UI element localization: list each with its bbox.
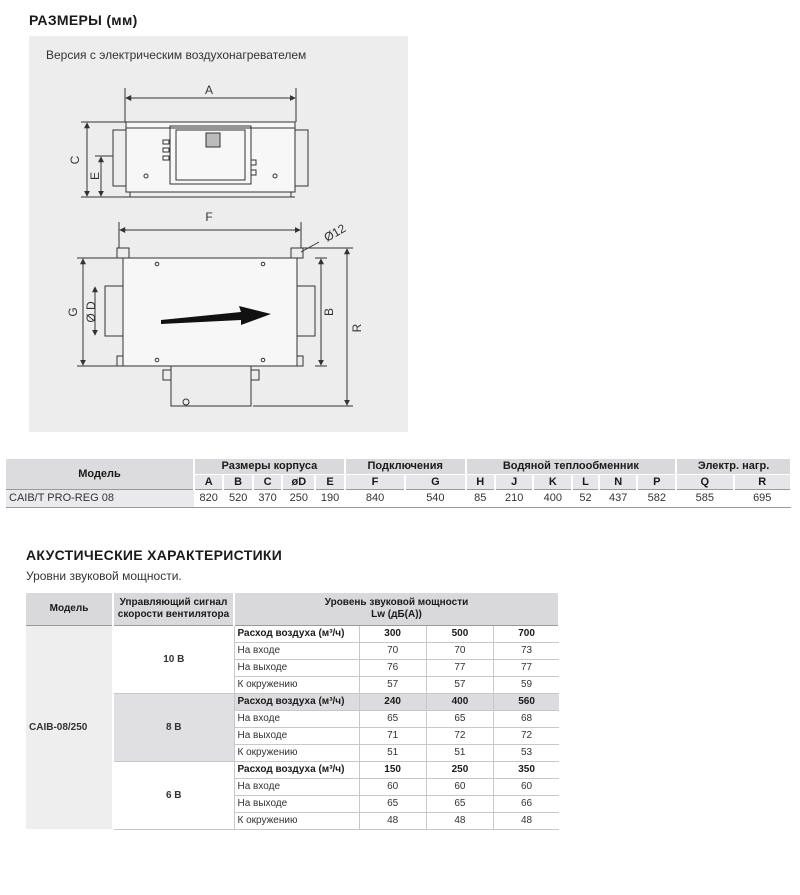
signal-cell: 6 В bbox=[113, 761, 234, 829]
row-label: На входе bbox=[234, 778, 359, 795]
level-value: 71 bbox=[359, 727, 426, 744]
level-value: 59 bbox=[494, 676, 559, 693]
dim-column-header: P bbox=[637, 474, 676, 489]
dim-value-cell: 540 bbox=[405, 489, 465, 507]
dim-value-cell: 210 bbox=[495, 489, 534, 507]
level-value: 60 bbox=[494, 778, 559, 795]
dim-column-header: E bbox=[315, 474, 344, 489]
level-value: 51 bbox=[359, 744, 426, 761]
dim-group-header: Размеры корпуса bbox=[194, 459, 345, 474]
dim-label-c: C bbox=[68, 155, 82, 165]
level-value: 57 bbox=[426, 676, 493, 693]
row-label: На входе bbox=[234, 710, 359, 727]
level-value: 48 bbox=[494, 812, 559, 829]
acoustic-model-header: Модель bbox=[26, 593, 113, 625]
dim-value-cell: 585 bbox=[676, 489, 733, 507]
dim-group-header: Подключения bbox=[345, 459, 466, 474]
flow-label: Расход воздуха (м³/ч) bbox=[234, 761, 359, 778]
dim-label-d: Ø D bbox=[84, 301, 98, 323]
acoustic-subtitle: Уровни звуковой мощности. bbox=[26, 569, 182, 583]
dim-label-b: B bbox=[322, 307, 336, 317]
level-value: 57 bbox=[359, 676, 426, 693]
dimensions-table bbox=[6, 459, 792, 508]
dim-column-header: F bbox=[345, 474, 405, 489]
flow-value: 350 bbox=[494, 761, 559, 778]
level-value: 65 bbox=[426, 795, 493, 812]
dim-value-cell: 820 bbox=[194, 489, 223, 507]
flow-row bbox=[26, 625, 559, 642]
level-value: 77 bbox=[494, 659, 559, 676]
level-header-line1: Уровень звуковой мощности bbox=[324, 596, 469, 608]
dimensions-title: РАЗМЕРЫ (мм) bbox=[29, 12, 138, 28]
dim-value-cell: 85 bbox=[466, 489, 495, 507]
flow-value: 250 bbox=[426, 761, 493, 778]
row-label: На выходе bbox=[234, 659, 359, 676]
level-value: 66 bbox=[494, 795, 559, 812]
flow-label: Расход воздуха (м³/ч) bbox=[234, 693, 359, 710]
level-value: 53 bbox=[494, 744, 559, 761]
flow-value: 400 bbox=[426, 693, 493, 710]
dim-label-e: E bbox=[88, 171, 102, 181]
dim-table-model-header: Модель bbox=[6, 459, 194, 489]
dim-column-header: Q bbox=[676, 474, 733, 489]
signal-cell: 8 В bbox=[113, 693, 234, 761]
flow-value: 560 bbox=[494, 693, 559, 710]
front-view bbox=[81, 88, 308, 197]
dim-column-header: J bbox=[495, 474, 534, 489]
level-value: 73 bbox=[494, 642, 559, 659]
drawing-caption: Версия с электрическим воздухонагревателем bbox=[46, 48, 307, 62]
dim-value-cell: 52 bbox=[572, 489, 599, 507]
level-value: 65 bbox=[359, 710, 426, 727]
flow-value: 150 bbox=[359, 761, 426, 778]
dim-value-cell: 400 bbox=[533, 489, 572, 507]
row-label: На выходе bbox=[234, 795, 359, 812]
dim-column-header: øD bbox=[282, 474, 315, 489]
dimensions-drawing-panel bbox=[29, 36, 408, 432]
dim-value-cell: 840 bbox=[345, 489, 405, 507]
acoustic-signal-header bbox=[113, 593, 234, 625]
dim-value-cell: 695 bbox=[734, 489, 792, 507]
dim-value-cell: 437 bbox=[599, 489, 638, 507]
flow-value: 300 bbox=[359, 625, 426, 642]
level-value: 48 bbox=[426, 812, 493, 829]
dim-value-cell: 582 bbox=[637, 489, 676, 507]
dim-column-header: H bbox=[466, 474, 495, 489]
dim-label-a: A bbox=[204, 83, 214, 97]
plan-view bbox=[77, 222, 353, 406]
acoustic-title: АКУСТИЧЕСКИЕ ХАРАКТЕРИСТИКИ bbox=[26, 547, 283, 563]
dim-column-header: N bbox=[599, 474, 638, 489]
level-header-line2: Lw (дБ(А)) bbox=[371, 608, 422, 620]
dim-label-g: G bbox=[66, 307, 80, 317]
level-value: 48 bbox=[359, 812, 426, 829]
dim-label-r: R bbox=[350, 323, 364, 333]
acoustic-level-header bbox=[234, 593, 559, 625]
dim-column-header: G bbox=[405, 474, 465, 489]
signal-header-line2: скорости вентилятора bbox=[117, 608, 230, 620]
level-value: 70 bbox=[359, 642, 426, 659]
dim-group-header: Электр. нагр. bbox=[676, 459, 791, 474]
dim-value-cell: 370 bbox=[253, 489, 282, 507]
level-value: 51 bbox=[426, 744, 493, 761]
signal-cell: 10 В bbox=[113, 625, 234, 693]
flow-value: 500 bbox=[426, 625, 493, 642]
row-label: На выходе bbox=[234, 727, 359, 744]
dim-column-header: B bbox=[223, 474, 252, 489]
row-label: К окружению bbox=[234, 812, 359, 829]
acoustic-table bbox=[26, 593, 560, 830]
level-value: 60 bbox=[426, 778, 493, 795]
dim-model-cell: CAIB/T PRO-REG 08 bbox=[6, 489, 194, 507]
dim-label-hole: Ø12 bbox=[321, 221, 349, 245]
level-value: 77 bbox=[426, 659, 493, 676]
row-label: К окружению bbox=[234, 744, 359, 761]
unit-dimensions-drawing bbox=[29, 36, 408, 432]
level-value: 68 bbox=[494, 710, 559, 727]
acoustic-header-row bbox=[26, 593, 559, 625]
dim-column-header: R bbox=[734, 474, 792, 489]
table-row bbox=[6, 489, 791, 507]
acoustic-model-cell: CAIB-08/250 bbox=[26, 625, 113, 829]
dim-table-group-row bbox=[6, 459, 791, 474]
level-value: 76 bbox=[359, 659, 426, 676]
dim-column-header: L bbox=[572, 474, 599, 489]
flow-value: 700 bbox=[494, 625, 559, 642]
dim-column-header: C bbox=[253, 474, 282, 489]
level-value: 65 bbox=[359, 795, 426, 812]
row-label: К окружению bbox=[234, 676, 359, 693]
flow-label: Расход воздуха (м³/ч) bbox=[234, 625, 359, 642]
dim-column-header: A bbox=[194, 474, 223, 489]
dim-label-f: F bbox=[205, 210, 213, 224]
level-value: 65 bbox=[426, 710, 493, 727]
dim-value-cell: 190 bbox=[315, 489, 344, 507]
dim-column-header: K bbox=[533, 474, 572, 489]
row-label: На входе bbox=[234, 642, 359, 659]
level-value: 72 bbox=[494, 727, 559, 744]
dim-value-cell: 250 bbox=[282, 489, 315, 507]
dim-group-header: Водяной теплообменник bbox=[466, 459, 677, 474]
signal-header-line1: Управляющий сигнал bbox=[119, 596, 228, 608]
flow-value: 240 bbox=[359, 693, 426, 710]
level-value: 70 bbox=[426, 642, 493, 659]
dim-value-cell: 520 bbox=[223, 489, 252, 507]
level-value: 72 bbox=[426, 727, 493, 744]
level-value: 60 bbox=[359, 778, 426, 795]
